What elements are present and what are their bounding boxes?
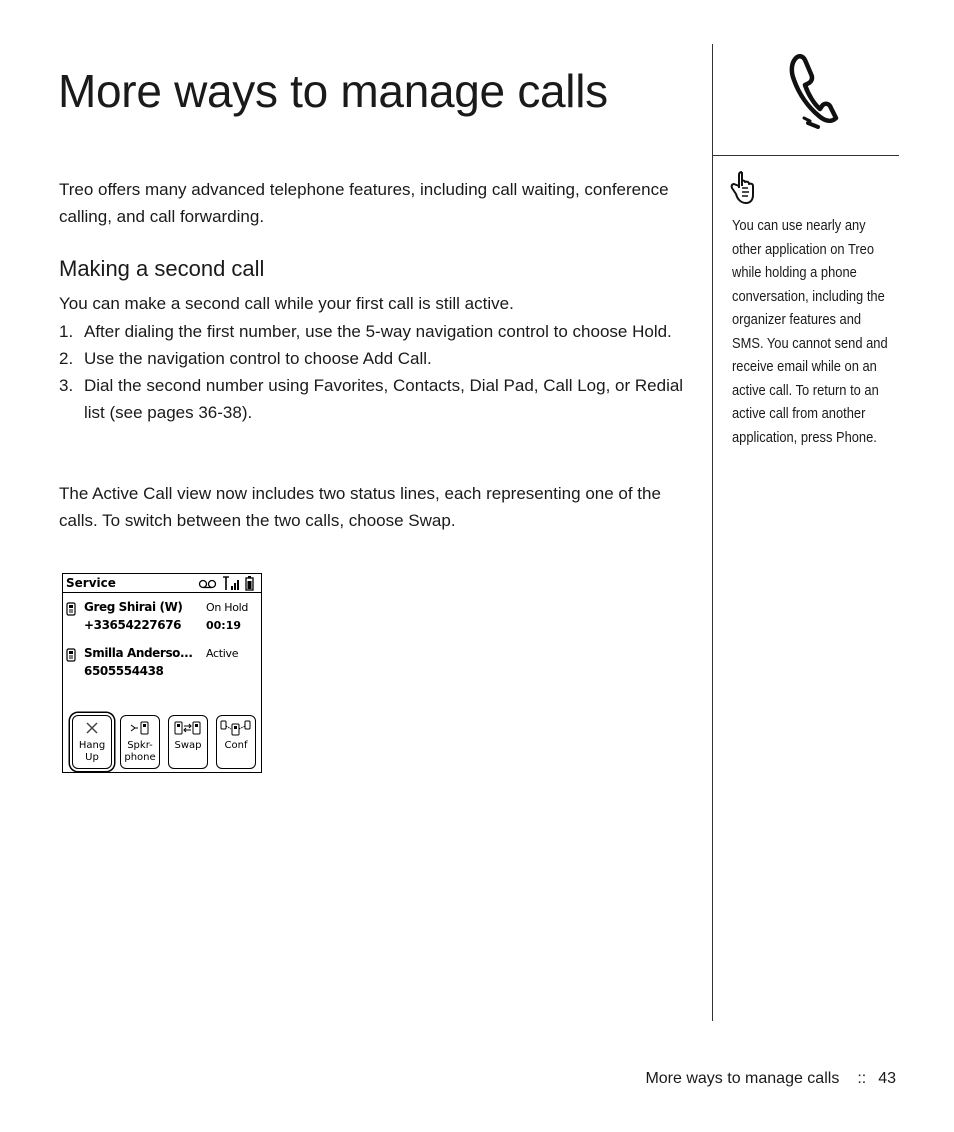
carrier-label: Service (66, 576, 116, 590)
screen-header (63, 574, 261, 593)
speakerphone-icon (130, 720, 150, 736)
hang-up-button[interactable] (72, 715, 112, 769)
step-item (59, 372, 699, 426)
page-number: 43 (878, 1070, 896, 1087)
sidebar-tip: You can use nearly any other application on Treo while holding a phone conversation, including the organizer features and SMS. You cannot send and receive email while on an active call. To return to an active call from another application, press Phone. (732, 217, 888, 446)
button-label: Up (85, 752, 99, 763)
swap-icon (174, 720, 202, 736)
handset-icon (66, 648, 76, 662)
voicemail-signal-battery-icon (197, 575, 259, 591)
call-timer: 00:19 (206, 619, 242, 632)
footer-section-name: More ways to manage calls (645, 1070, 840, 1087)
active-call-screenshot (62, 573, 262, 773)
sidebar-divider (712, 44, 713, 1021)
pointing-hand-icon (730, 170, 756, 211)
caller-name: Greg Shirai (W) (84, 600, 183, 614)
caller-number: +33654227676 (84, 618, 182, 632)
call-status: Active (206, 647, 239, 660)
button-label: phone (124, 752, 156, 763)
button-label: Spkr- (127, 740, 153, 751)
step-number: 2. (59, 349, 74, 368)
section-lead: You can make a second call while your first call is still active. (59, 294, 514, 313)
active-call-paragraph: The Active Call view now includes two status lines, each representing one of the calls. To switch between the two calls, choose Swap. (59, 484, 661, 530)
call-buttons (68, 713, 258, 771)
button-label: Conf (224, 740, 248, 751)
section-heading: Making a second call (59, 256, 265, 281)
steps-list (59, 318, 699, 426)
hangup-x-icon (85, 721, 99, 735)
phone-handset-icon (786, 52, 842, 135)
speakerphone-button[interactable] (120, 715, 160, 769)
page-title: More ways to manage calls (58, 65, 608, 117)
button-label: Hang (78, 740, 106, 751)
step-text: After dialing the first number, use the 5-way navigation control to choose Hold. (84, 322, 672, 341)
caller-number: 6505554438 (84, 664, 164, 678)
step-item (59, 345, 699, 372)
swap-button[interactable] (168, 715, 208, 769)
status-icons (197, 575, 259, 596)
call-status: On Hold (206, 601, 249, 614)
button-label: Swap (174, 740, 202, 751)
step-item (59, 318, 699, 345)
footer-separator: :: (857, 1070, 867, 1087)
caller-name: Smilla Anderso... (84, 646, 193, 660)
step-text: Use the navigation control to choose Add Call. (84, 349, 432, 368)
intro-paragraph: Treo offers many advanced telephone features, including call waiting, conference calling, and call forwarding. (59, 180, 669, 226)
page-footer (645, 1070, 896, 1088)
step-text: Dial the second number using Favorites, Contacts, Dial Pad, Call Log, or Redial list (see pages 36-38). (84, 376, 684, 422)
step-number: 3. (59, 376, 74, 395)
sidebar-header-rule (712, 155, 899, 156)
conference-button[interactable] (216, 715, 256, 769)
step-number: 1. (59, 322, 74, 341)
handset-icon (66, 602, 76, 616)
conference-icon (220, 720, 252, 736)
